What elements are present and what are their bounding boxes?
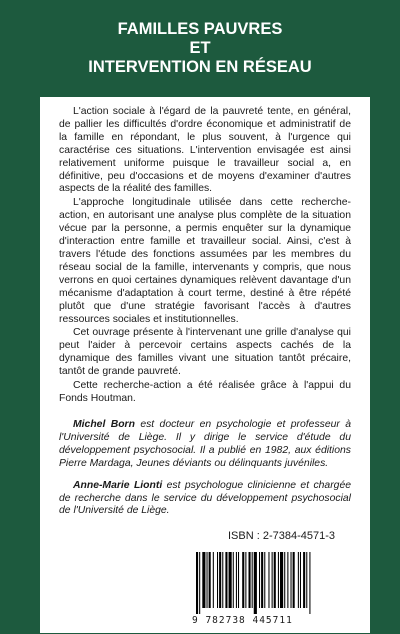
paragraph-2: L'approche longitudinale utilisée dans cette recherche-action, en autorisant une analyse plus complète de la situation vécue par la personne, a permis enquêter sur la dynamique d'interaction entre famille et travailleur social. Ainsi, c'est à travers l'étude des fonctions assumées par les membres du réseau social de la famille, intervenants y compris, que nous verrons en quoi certaines dynamiques relèvent davantage d'un mécanisme d'adaptation à court terme, destiné à être répété plutôt que d'une stratégie favorisant l'accès à d'autres ressources sociales et institutionnelles. xyxy=(59,197,351,325)
paragraph-4: Cette recherche-action a été réalisée grâce à l'appui du Fonds Houtman. xyxy=(59,380,351,404)
author-2-text: est psychologue clinicienne et chargée de recherche dans le service du développement psychosocial de l'Université de Liège. xyxy=(59,479,352,517)
author-2-name: Anne-Marie Lionti xyxy=(73,479,163,491)
barcode-number: 9 782738 445711 xyxy=(192,615,293,626)
paragraph-1: L'action sociale à l'égard de la pauvreté tente, en général, de pallier les difficultés d'ordre économique et administratif de la famille en répondant, le plus souvent, à l'urgence qui caractérise ces situations. L'intervention envisagée est ainsi relativement uniforme puisque le travailleur social a, en définitive, peu d'occasions et de moyens d'examiner d'autres aspects de la réalité des familles. xyxy=(59,106,351,195)
author-1-name: Michel Born xyxy=(73,419,135,430)
book-title xyxy=(0,20,400,77)
title-line-3: INTERVENTION EN RÉSEAU xyxy=(88,58,312,76)
back-cover-panel xyxy=(40,97,370,633)
author-bios xyxy=(59,419,351,518)
author-bio-2 xyxy=(59,480,351,519)
barcode xyxy=(192,552,358,626)
barcode-bars xyxy=(192,552,358,614)
author-1-text: est docteur en psychologie et professeur à l'Université de Liège. Il y dirige le service d'étude du développement psychosocial. Il a publié en 1982, aux éditions Pierre Mardaga, Jeunes déviants ou délinquants juvéniles. xyxy=(59,419,351,469)
title-line-1: FAMILLES PAUVRES xyxy=(117,20,283,38)
description-text xyxy=(59,106,351,406)
isbn: ISBN : 2-7384-4571-3 xyxy=(228,530,336,542)
author-bio-1 xyxy=(59,419,351,471)
title-line-2: ET xyxy=(189,39,211,57)
paragraph-3: Cet ouvrage présente à l'intervenant une grille d'analyse qui peut l'aider à percevoir certains aspects cachés de la dynamique des familles vivant une situation tantôt précaire, tantôt de grande pauvreté. xyxy=(59,327,351,378)
